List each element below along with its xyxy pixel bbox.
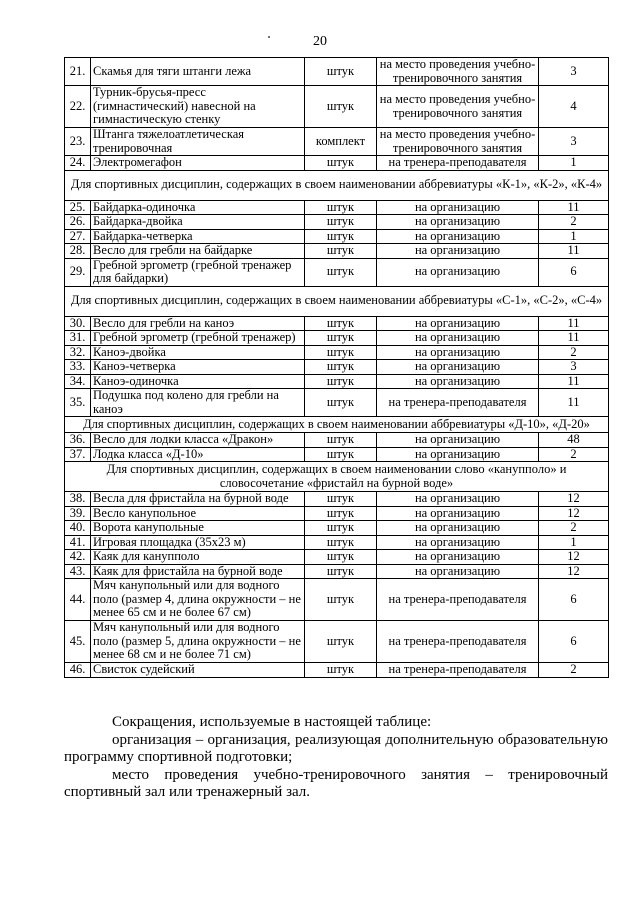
table-row (65, 215, 609, 230)
equipment-name: Ворота канупольные (91, 521, 305, 536)
unit-of-measure: штук (305, 521, 377, 536)
equipment-name: Гребной эргометр (гребной тренажер) (91, 331, 305, 346)
equipment-name: Свисток судейский (91, 663, 305, 678)
table-row (65, 389, 609, 417)
quantity: 3 (539, 58, 609, 86)
quantity: 3 (539, 128, 609, 156)
row-number: 28. (65, 244, 91, 259)
assignment: на место проведения учебно-тренировочного занятия (377, 128, 539, 156)
section-header-text: Для спортивных дисциплин, содержащих в своем наименовании слово «канупполо» и словосочетание «фристайл на бурной воде» (65, 462, 609, 492)
section-header-row (65, 286, 609, 316)
unit-of-measure: штук (305, 550, 377, 565)
unit-of-measure: штук (305, 621, 377, 663)
equipment-name: Игровая площадка (35x23 м) (91, 535, 305, 550)
row-number: 43. (65, 564, 91, 579)
row-number: 45. (65, 621, 91, 663)
unit-of-measure: штук (305, 229, 377, 244)
assignment: на тренера-преподавателя (377, 579, 539, 621)
table-row (65, 506, 609, 521)
unit-of-measure: штук (305, 447, 377, 462)
equipment-name: Каноэ-одиночка (91, 374, 305, 389)
quantity: 6 (539, 258, 609, 286)
assignment: на организацию (377, 433, 539, 448)
row-number: 32. (65, 345, 91, 360)
assignment: на организацию (377, 521, 539, 536)
unit-of-measure: штук (305, 374, 377, 389)
quantity: 11 (539, 244, 609, 259)
equipment-name: Каноэ-двойка (91, 345, 305, 360)
quantity: 2 (539, 447, 609, 462)
row-number: 33. (65, 360, 91, 375)
assignment: на тренера-преподавателя (377, 389, 539, 417)
table-row (65, 433, 609, 448)
table-row (65, 360, 609, 375)
table-row (65, 345, 609, 360)
quantity: 1 (539, 535, 609, 550)
quantity: 6 (539, 621, 609, 663)
assignment: на организацию (377, 316, 539, 331)
table-row (65, 621, 609, 663)
row-number: 26. (65, 215, 91, 230)
table-row (65, 521, 609, 536)
row-number: 39. (65, 506, 91, 521)
table-row (65, 447, 609, 462)
table-row (65, 492, 609, 507)
equipment-name: Скамья для тяги штанги лежа (91, 58, 305, 86)
abbreviations-notes (64, 714, 608, 802)
assignment: на организацию (377, 506, 539, 521)
equipment-name: Лодка класса «Д-10» (91, 447, 305, 462)
unit-of-measure: штук (305, 58, 377, 86)
quantity: 2 (539, 521, 609, 536)
section-header-row (65, 462, 609, 492)
notes-organization-definition: организация – организация, реализующая дополнительную образовательную программу спортивной подготовки; (64, 731, 608, 765)
row-number: 36. (65, 433, 91, 448)
assignment: на организацию (377, 229, 539, 244)
row-number: 37. (65, 447, 91, 462)
equipment-table (64, 57, 609, 678)
row-number: 30. (65, 316, 91, 331)
quantity: 11 (539, 331, 609, 346)
unit-of-measure: штук (305, 535, 377, 550)
unit-of-measure: штук (305, 433, 377, 448)
quantity: 11 (539, 316, 609, 331)
equipment-name: Весла для фристайла на бурной воде (91, 492, 305, 507)
quantity: 6 (539, 579, 609, 621)
equipment-name: Каяк для фристайла на бурной воде (91, 564, 305, 579)
row-number: 44. (65, 579, 91, 621)
table-row (65, 258, 609, 286)
unit-of-measure: штук (305, 244, 377, 259)
unit-of-measure: комплект (305, 128, 377, 156)
unit-of-measure: штук (305, 86, 377, 128)
equipment-name: Электромегафон (91, 156, 305, 171)
assignment: на организацию (377, 550, 539, 565)
assignment: на организацию (377, 535, 539, 550)
unit-of-measure: штук (305, 564, 377, 579)
unit-of-measure: штук (305, 663, 377, 678)
row-number: 21. (65, 58, 91, 86)
notes-venue-definition: место проведения учебно-тренировочного занятия – тренировочный спортивный зал или тренажерный зал. (64, 766, 608, 800)
quantity: 2 (539, 215, 609, 230)
equipment-name: Подушка под колено для гребли на каноэ (91, 389, 305, 417)
quantity: 1 (539, 229, 609, 244)
assignment: на тренера-преподавателя (377, 621, 539, 663)
table-row (65, 374, 609, 389)
assignment: на организацию (377, 447, 539, 462)
table-row (65, 550, 609, 565)
equipment-name: Турник-брусья-пресс (гимнастический) навесной на гимнастическую стенку (91, 86, 305, 128)
assignment: на организацию (377, 360, 539, 375)
unit-of-measure: штук (305, 506, 377, 521)
equipment-name: Гребной эргометр (гребной тренажер для байдарки) (91, 258, 305, 286)
equipment-table-body (65, 58, 609, 678)
section-header-text: Для спортивных дисциплин, содержащих в своем наименовании аббревиатуры «К-1», «К-2», «К-4» (65, 170, 609, 200)
table-row (65, 200, 609, 215)
equipment-name: Байдарка-четверка (91, 229, 305, 244)
unit-of-measure: штук (305, 360, 377, 375)
assignment: на организацию (377, 331, 539, 346)
equipment-name: Каноэ-четверка (91, 360, 305, 375)
quantity: 4 (539, 86, 609, 128)
unit-of-measure: штук (305, 156, 377, 171)
table-row (65, 331, 609, 346)
assignment: на тренера-преподавателя (377, 663, 539, 678)
table-row (65, 128, 609, 156)
table-row (65, 156, 609, 171)
equipment-name: Мяч канупольный или для водного поло (размер 5, длина окружности – не менее 68 см и не более 71 см) (91, 621, 305, 663)
assignment: на организацию (377, 492, 539, 507)
equipment-name: Весло для гребли на байдарке (91, 244, 305, 259)
assignment: на организацию (377, 215, 539, 230)
row-number: 25. (65, 200, 91, 215)
unit-of-measure: штук (305, 345, 377, 360)
assignment: на организацию (377, 244, 539, 259)
assignment: на организацию (377, 258, 539, 286)
equipment-name: Байдарка-одиночка (91, 200, 305, 215)
unit-of-measure: штук (305, 579, 377, 621)
page-number: 20 (313, 34, 327, 49)
quantity: 11 (539, 200, 609, 215)
row-number: 29. (65, 258, 91, 286)
quantity: 11 (539, 374, 609, 389)
quantity: 12 (539, 550, 609, 565)
table-row (65, 316, 609, 331)
assignment: на организацию (377, 374, 539, 389)
row-number: 41. (65, 535, 91, 550)
row-number: 46. (65, 663, 91, 678)
assignment: на тренера-преподавателя (377, 156, 539, 171)
scan-speck (268, 36, 270, 38)
assignment: на организацию (377, 200, 539, 215)
row-number: 24. (65, 156, 91, 171)
assignment: на организацию (377, 345, 539, 360)
equipment-name: Мяч канупольный или для водного поло (размер 4, длина окружности – не менее 65 см и не более 67 см) (91, 579, 305, 621)
section-header-row (65, 417, 609, 433)
section-header-text: Для спортивных дисциплин, содержащих в своем наименовании аббревиатуры «Д-10», «Д-20» (65, 417, 609, 433)
quantity: 48 (539, 433, 609, 448)
table-row (65, 663, 609, 678)
equipment-name: Весло для гребли на каноэ (91, 316, 305, 331)
quantity: 2 (539, 663, 609, 678)
section-header-text: Для спортивных дисциплин, содержащих в своем наименовании аббревиатуры «С-1», «С-2», «С-4» (65, 286, 609, 316)
row-number: 31. (65, 331, 91, 346)
row-number: 42. (65, 550, 91, 565)
equipment-name: Весло канупольное (91, 506, 305, 521)
table-row (65, 564, 609, 579)
quantity: 12 (539, 506, 609, 521)
notes-heading: Сокращения, используемые в настоящей таблице: (112, 714, 432, 730)
quantity: 2 (539, 345, 609, 360)
row-number: 22. (65, 86, 91, 128)
table-row (65, 86, 609, 128)
equipment-name: Весло для лодки класса «Дракон» (91, 433, 305, 448)
quantity: 12 (539, 492, 609, 507)
table-row (65, 579, 609, 621)
assignment: на место проведения учебно-тренировочного занятия (377, 86, 539, 128)
table-row (65, 58, 609, 86)
unit-of-measure: штук (305, 492, 377, 507)
unit-of-measure: штук (305, 215, 377, 230)
quantity: 1 (539, 156, 609, 171)
row-number: 35. (65, 389, 91, 417)
row-number: 27. (65, 229, 91, 244)
unit-of-measure: штук (305, 331, 377, 346)
unit-of-measure: штук (305, 258, 377, 286)
equipment-name: Каяк для канупполо (91, 550, 305, 565)
unit-of-measure: штук (305, 316, 377, 331)
quantity: 11 (539, 389, 609, 417)
section-header-row (65, 170, 609, 200)
unit-of-measure: штук (305, 200, 377, 215)
quantity: 3 (539, 360, 609, 375)
assignment: на организацию (377, 564, 539, 579)
row-number: 23. (65, 128, 91, 156)
quantity: 12 (539, 564, 609, 579)
unit-of-measure: штук (305, 389, 377, 417)
table-row (65, 244, 609, 259)
equipment-name: Штанга тяжелоатлетическая тренировочная (91, 128, 305, 156)
equipment-name: Байдарка-двойка (91, 215, 305, 230)
table-row (65, 229, 609, 244)
table-row (65, 535, 609, 550)
row-number: 34. (65, 374, 91, 389)
assignment: на место проведения учебно-тренировочного занятия (377, 58, 539, 86)
row-number: 38. (65, 492, 91, 507)
row-number: 40. (65, 521, 91, 536)
